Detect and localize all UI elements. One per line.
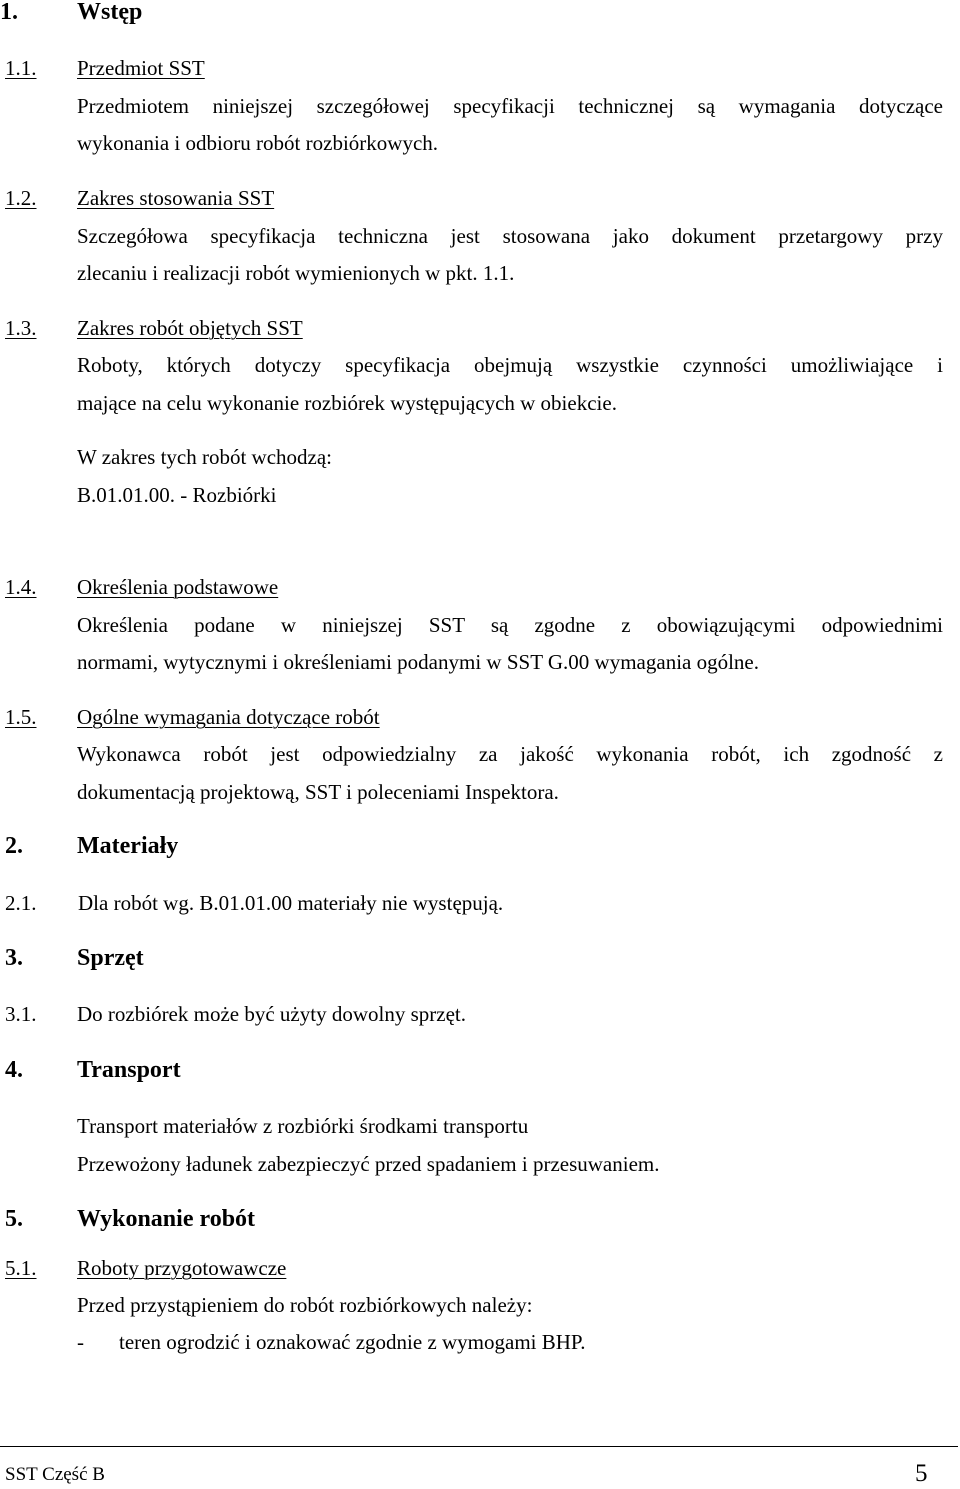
- section-1-5-number: 1.5.: [5, 705, 37, 729]
- section-1-1-line-2: wykonania i odbioru robót rozbiórkowych.: [77, 131, 439, 155]
- section-1-4-number: 1.4.: [5, 575, 37, 599]
- section-1-3-number: 1.3.: [5, 316, 37, 340]
- section-1-2-title: Zakres stosowania SST: [77, 186, 275, 210]
- section-5-1-title: Roboty przygotowawcze: [77, 1256, 287, 1280]
- section-2-number: 2.: [5, 833, 23, 859]
- section-3-title: Sprzęt: [77, 945, 144, 971]
- section-5-number: 5.: [5, 1206, 23, 1232]
- section-5-1-number: 5.1.: [5, 1256, 37, 1280]
- page-number: 5: [915, 1460, 928, 1487]
- section-2-title: Materiały: [77, 833, 179, 859]
- section-1-4-title: Określenia podstawowe: [77, 575, 279, 599]
- section-5-title: Wykonanie robót: [77, 1206, 256, 1232]
- section-3-number: 3.: [5, 945, 23, 971]
- section-2-1-number: 2.1.: [5, 891, 37, 915]
- footer-divider: [0, 1446, 958, 1447]
- section-1-1-number: 1.1.: [5, 56, 37, 80]
- section-1-5-line-1: Wykonawca robót jest odpowiedzialny za jakość wykonania robót, ich zgodność z: [77, 742, 943, 766]
- section-1-3-title: Zakres robót objętych SST: [77, 316, 303, 340]
- section-4-number: 4.: [5, 1057, 23, 1083]
- section-5-1-intro: Przed przystąpieniem do robót rozbiórkowych należy:: [77, 1293, 533, 1317]
- section-1-3-scope-item: B.01.01.00. - Rozbiórki: [77, 483, 277, 507]
- section-1-3-line-1: Roboty, których dotyczy specyfikacja obejmują wszystkie czynności umożliwiające i: [77, 353, 943, 377]
- section-1-1-line-1: Przedmiotem niniejszej szczegółowej specyfikacji technicznej są wymagania dotyczące: [77, 94, 943, 118]
- section-4-line-1: Transport materiałów z rozbiórki środkami transportu: [77, 1114, 529, 1138]
- section-4-line-2: Przewożony ładunek zabezpieczyć przed spadaniem i przesuwaniem.: [77, 1152, 660, 1176]
- section-5-1-bullet-text: teren ogrodzić i oznakować zgodnie z wymogami BHP.: [119, 1330, 586, 1354]
- section-1-number: 1.: [0, 0, 18, 25]
- section-1-2-number: 1.2.: [5, 186, 37, 210]
- section-1-5-title: Ogólne wymagania dotyczące robót: [77, 705, 380, 729]
- section-1-4-line-1: Określenia podane w niniejszej SST są zgodne z obowiązującymi odpowiednimi: [77, 613, 943, 637]
- section-1-3-line-2: mające na celu wykonanie rozbiórek występujących w obiekcie.: [77, 391, 617, 415]
- section-1-3-scope-intro: W zakres tych robót wchodzą:: [77, 445, 333, 469]
- section-3-1-text: Do rozbiórek może być użyty dowolny sprzęt.: [77, 1002, 466, 1026]
- section-1-2-line-1: Szczegółowa specyfikacja techniczna jest stosowana jako dokument przetargowy przy: [77, 224, 943, 248]
- section-1-4-line-2: normami, wytycznymi i określeniami podanymi w SST G.00 wymagania ogólne.: [77, 650, 760, 674]
- section-2-1-text: Dla robót wg. B.01.01.00 materiały nie występują.: [78, 891, 504, 915]
- section-3-1-number: 3.1.: [5, 1002, 37, 1026]
- footer-label: SST Część B: [5, 1464, 105, 1485]
- section-1-2-line-2: zlecaniu i realizacji robót wymienionych w pkt. 1.1.: [77, 261, 515, 285]
- section-4-title: Transport: [77, 1057, 181, 1083]
- section-1-1-title: Przedmiot SST: [77, 56, 205, 80]
- section-5-1-bullet-mark: -: [77, 1330, 84, 1354]
- section-1-5-line-2: dokumentacją projektową, SST i poleceniami Inspektora.: [77, 780, 559, 804]
- section-1-title: Wstęp: [77, 0, 143, 25]
